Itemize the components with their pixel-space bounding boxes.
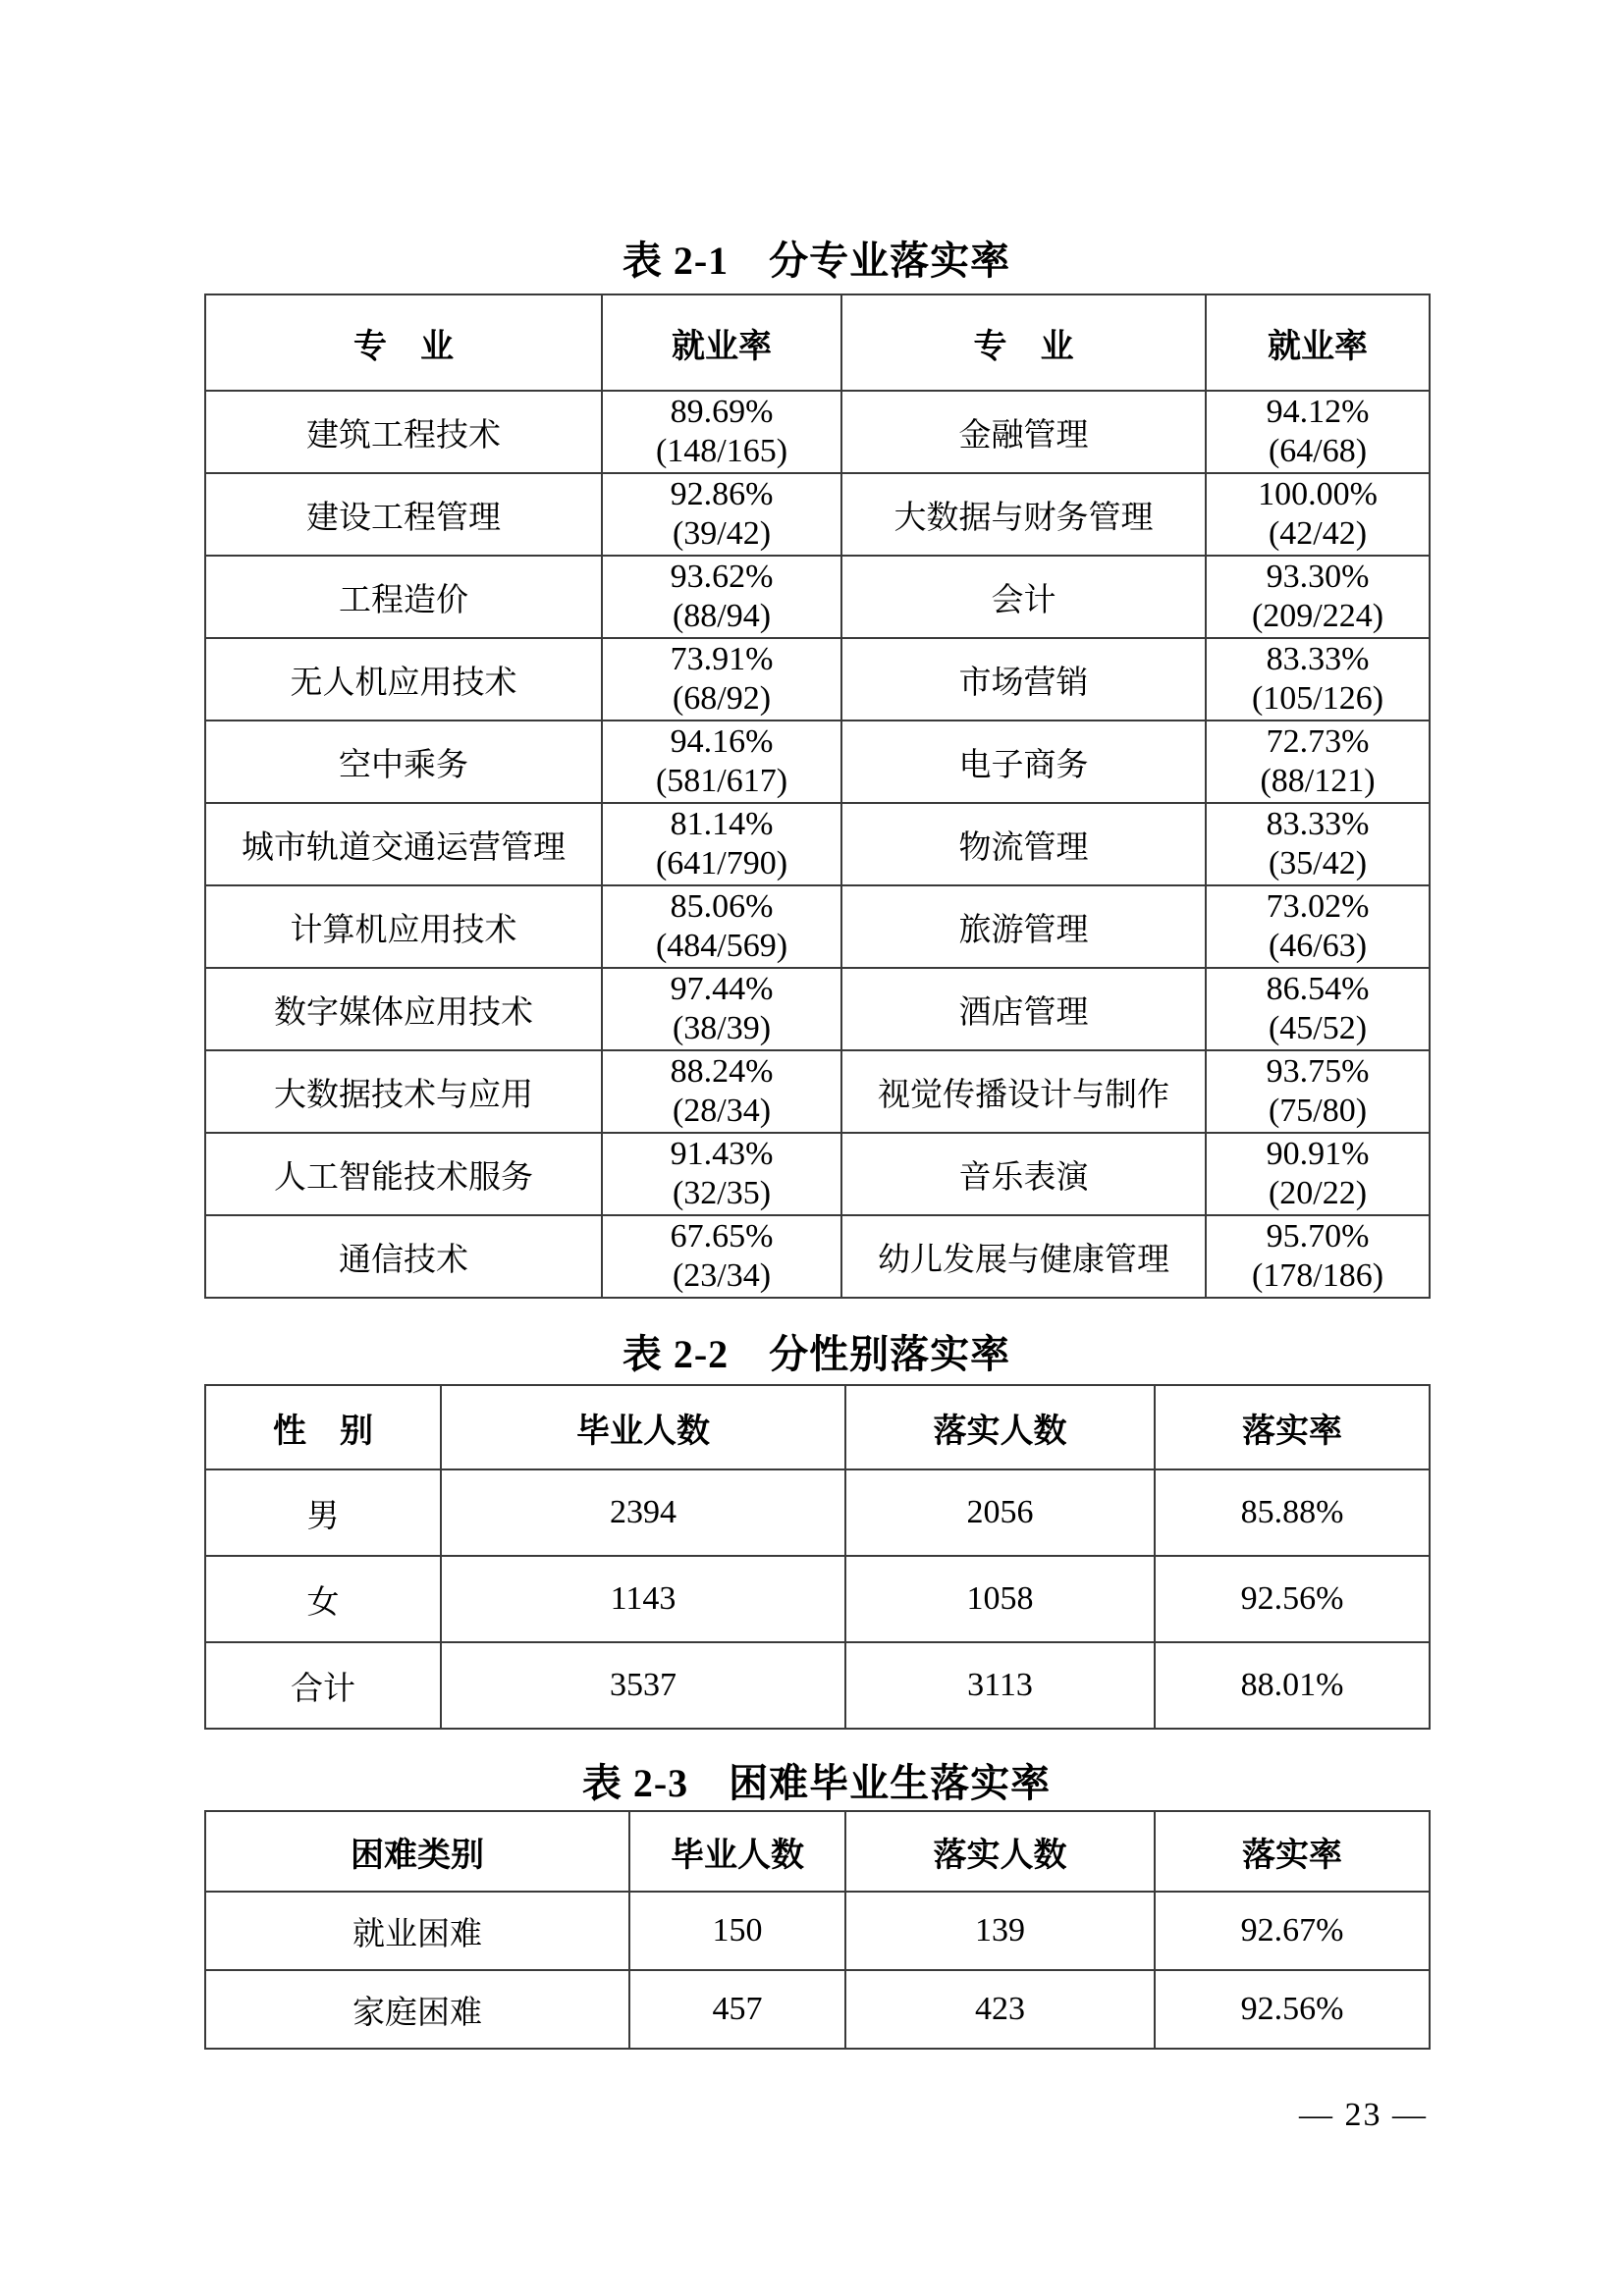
table-row xyxy=(205,638,1430,721)
rate-percent: 97.44% xyxy=(670,971,774,1007)
rate-cell xyxy=(1206,556,1430,638)
major-cell: 人工智能技术服务 xyxy=(205,1133,602,1215)
gender-cell: 男 xyxy=(205,1469,441,1556)
rate-fraction: (484/569) xyxy=(655,928,788,964)
rate-percent: 67.65% xyxy=(670,1218,774,1255)
rate-fraction: (209/224) xyxy=(1251,598,1384,634)
rate-percent: 95.70% xyxy=(1266,1218,1370,1255)
page-number: — 23 — xyxy=(1299,2097,1428,2133)
table-row xyxy=(205,1215,1430,1298)
rate-fraction: (88/94) xyxy=(672,598,772,634)
t1-header-rate-left: 就业率 xyxy=(602,294,841,391)
rate-cell xyxy=(602,885,841,968)
rate-fraction: (148/165) xyxy=(655,433,788,469)
rate-percent: 83.33% xyxy=(1266,641,1370,677)
gender-cell: 合计 xyxy=(205,1642,441,1729)
t3-header-category: 困难类别 xyxy=(205,1811,629,1892)
employed-cell: 2056 xyxy=(845,1469,1155,1556)
rate-fraction: (38/39) xyxy=(672,1010,772,1046)
category-cell: 就业困难 xyxy=(205,1892,629,1970)
table-row xyxy=(205,1642,1430,1729)
table-row xyxy=(205,473,1430,556)
rate-cell: 85.88% xyxy=(1155,1469,1430,1556)
rate-cell xyxy=(1206,885,1430,968)
rate-percent: 93.30% xyxy=(1266,559,1370,595)
rate-percent: 81.14% xyxy=(670,806,774,842)
table-row xyxy=(205,968,1430,1050)
t1-header-major-left: 专 业 xyxy=(205,294,602,391)
rate-fraction: (178/186) xyxy=(1251,1257,1384,1294)
table3-employment-rate-disadvantaged-graduates xyxy=(204,1810,1431,2050)
rate-fraction: (75/80) xyxy=(1268,1093,1368,1129)
employed-cell: 3113 xyxy=(845,1642,1155,1729)
rate-fraction: (20/22) xyxy=(1268,1175,1368,1211)
rate-cell xyxy=(602,1215,841,1298)
table-row xyxy=(205,885,1430,968)
table-row xyxy=(205,1556,1430,1642)
major-cell: 数字媒体应用技术 xyxy=(205,968,602,1050)
rate-fraction: (88/121) xyxy=(1260,763,1376,799)
rate-fraction: (23/34) xyxy=(672,1257,772,1294)
t3-header-employed: 落实人数 xyxy=(845,1811,1155,1892)
rate-percent: 86.54% xyxy=(1266,971,1370,1007)
table1-employment-rate-by-major xyxy=(204,294,1431,1299)
rate-percent: 85.06% xyxy=(670,888,774,925)
t1-header-rate-right: 就业率 xyxy=(1206,294,1430,391)
major-cell: 城市轨道交通运营管理 xyxy=(205,803,602,885)
table-row xyxy=(205,1133,1430,1215)
rate-percent: 72.73% xyxy=(1266,723,1370,760)
rate-fraction: (39/42) xyxy=(672,515,772,552)
rate-percent: 92.86% xyxy=(670,476,774,512)
rate-cell xyxy=(602,803,841,885)
rate-fraction: (46/63) xyxy=(1268,928,1368,964)
rate-percent: 93.75% xyxy=(1266,1053,1370,1090)
rate-cell xyxy=(1206,391,1430,473)
t3-header-graduates: 毕业人数 xyxy=(629,1811,845,1892)
employed-cell: 423 xyxy=(845,1970,1155,2049)
rate-fraction: (42/42) xyxy=(1268,515,1368,552)
table-row xyxy=(205,1970,1430,2049)
rate-fraction: (45/52) xyxy=(1268,1010,1368,1046)
employed-cell: 139 xyxy=(845,1892,1155,1970)
rate-cell: 92.56% xyxy=(1155,1556,1430,1642)
rate-percent: 94.16% xyxy=(670,723,774,760)
table3-title: 表 2-3 困难毕业生落实率 xyxy=(581,1761,1052,1805)
major-cell: 市场营销 xyxy=(841,638,1206,721)
rate-fraction: (64/68) xyxy=(1268,433,1368,469)
rate-cell xyxy=(1206,638,1430,721)
table1-header-row xyxy=(205,294,1430,391)
major-cell: 物流管理 xyxy=(841,803,1206,885)
rate-cell xyxy=(1206,1133,1430,1215)
major-cell: 幼儿发展与健康管理 xyxy=(841,1215,1206,1298)
table-row xyxy=(205,391,1430,473)
rate-percent: 73.02% xyxy=(1266,888,1370,925)
table-row xyxy=(205,1892,1430,1970)
rate-percent: 90.91% xyxy=(1266,1136,1370,1172)
rate-fraction: (68/92) xyxy=(672,680,772,717)
table2-title: 表 2-2 分性别落实率 xyxy=(622,1332,1011,1376)
table-row xyxy=(205,803,1430,885)
table-row xyxy=(205,556,1430,638)
t2-header-graduates: 毕业人数 xyxy=(441,1385,845,1469)
t2-header-rate: 落实率 xyxy=(1155,1385,1430,1469)
rate-cell: 88.01% xyxy=(1155,1642,1430,1729)
rate-cell xyxy=(1206,803,1430,885)
rate-cell: 92.56% xyxy=(1155,1970,1430,2049)
rate-cell xyxy=(1206,1050,1430,1133)
graduates-cell: 150 xyxy=(629,1892,845,1970)
rate-fraction: (641/790) xyxy=(655,845,788,881)
major-cell: 计算机应用技术 xyxy=(205,885,602,968)
rate-cell xyxy=(602,473,841,556)
major-cell: 视觉传播设计与制作 xyxy=(841,1050,1206,1133)
table3-header-row xyxy=(205,1811,1430,1892)
rate-cell xyxy=(602,638,841,721)
rate-cell xyxy=(602,1050,841,1133)
major-cell: 建设工程管理 xyxy=(205,473,602,556)
major-cell: 金融管理 xyxy=(841,391,1206,473)
table2-employment-rate-by-gender xyxy=(204,1384,1431,1730)
rate-cell xyxy=(602,556,841,638)
graduates-cell: 3537 xyxy=(441,1642,845,1729)
rate-percent: 94.12% xyxy=(1266,394,1370,430)
major-cell: 会计 xyxy=(841,556,1206,638)
graduates-cell: 2394 xyxy=(441,1469,845,1556)
rate-cell xyxy=(1206,473,1430,556)
rate-percent: 93.62% xyxy=(670,559,774,595)
rate-cell xyxy=(1206,1215,1430,1298)
t1-header-major-right: 专 业 xyxy=(841,294,1206,391)
rate-percent: 88.24% xyxy=(670,1053,774,1090)
graduates-cell: 457 xyxy=(629,1970,845,2049)
major-cell: 建筑工程技术 xyxy=(205,391,602,473)
rate-fraction: (105/126) xyxy=(1251,680,1384,717)
table2-header-row xyxy=(205,1385,1430,1469)
t2-header-employed: 落实人数 xyxy=(845,1385,1155,1469)
t2-header-gender: 性 别 xyxy=(205,1385,441,1469)
table-row xyxy=(205,1469,1430,1556)
rate-percent: 83.33% xyxy=(1266,806,1370,842)
major-cell: 电子商务 xyxy=(841,721,1206,803)
page-content xyxy=(204,0,1429,2050)
rate-percent: 89.69% xyxy=(670,394,774,430)
rate-percent: 100.00% xyxy=(1258,476,1378,512)
major-cell: 空中乘务 xyxy=(205,721,602,803)
table-row xyxy=(205,1050,1430,1133)
category-cell: 家庭困难 xyxy=(205,1970,629,2049)
rate-cell xyxy=(602,1133,841,1215)
rate-fraction: (32/35) xyxy=(672,1175,772,1211)
t3-header-rate: 落实率 xyxy=(1155,1811,1430,1892)
rate-cell xyxy=(602,721,841,803)
major-cell: 通信技术 xyxy=(205,1215,602,1298)
rate-percent: 73.91% xyxy=(670,641,774,677)
major-cell: 音乐表演 xyxy=(841,1133,1206,1215)
graduates-cell: 1143 xyxy=(441,1556,845,1642)
rate-percent: 91.43% xyxy=(670,1136,774,1172)
major-cell: 大数据与财务管理 xyxy=(841,473,1206,556)
rate-cell xyxy=(1206,721,1430,803)
major-cell: 无人机应用技术 xyxy=(205,638,602,721)
rate-fraction: (28/34) xyxy=(672,1093,772,1129)
rate-cell xyxy=(602,968,841,1050)
rate-fraction: (581/617) xyxy=(655,763,788,799)
major-cell: 工程造价 xyxy=(205,556,602,638)
employed-cell: 1058 xyxy=(845,1556,1155,1642)
rate-cell: 92.67% xyxy=(1155,1892,1430,1970)
table-row xyxy=(205,721,1430,803)
major-cell: 旅游管理 xyxy=(841,885,1206,968)
gender-cell: 女 xyxy=(205,1556,441,1642)
rate-fraction: (35/42) xyxy=(1268,845,1368,881)
major-cell: 酒店管理 xyxy=(841,968,1206,1050)
table1-title: 表 2-1 分专业落实率 xyxy=(622,239,1011,283)
rate-cell xyxy=(602,391,841,473)
major-cell: 大数据技术与应用 xyxy=(205,1050,602,1133)
rate-cell xyxy=(1206,968,1430,1050)
